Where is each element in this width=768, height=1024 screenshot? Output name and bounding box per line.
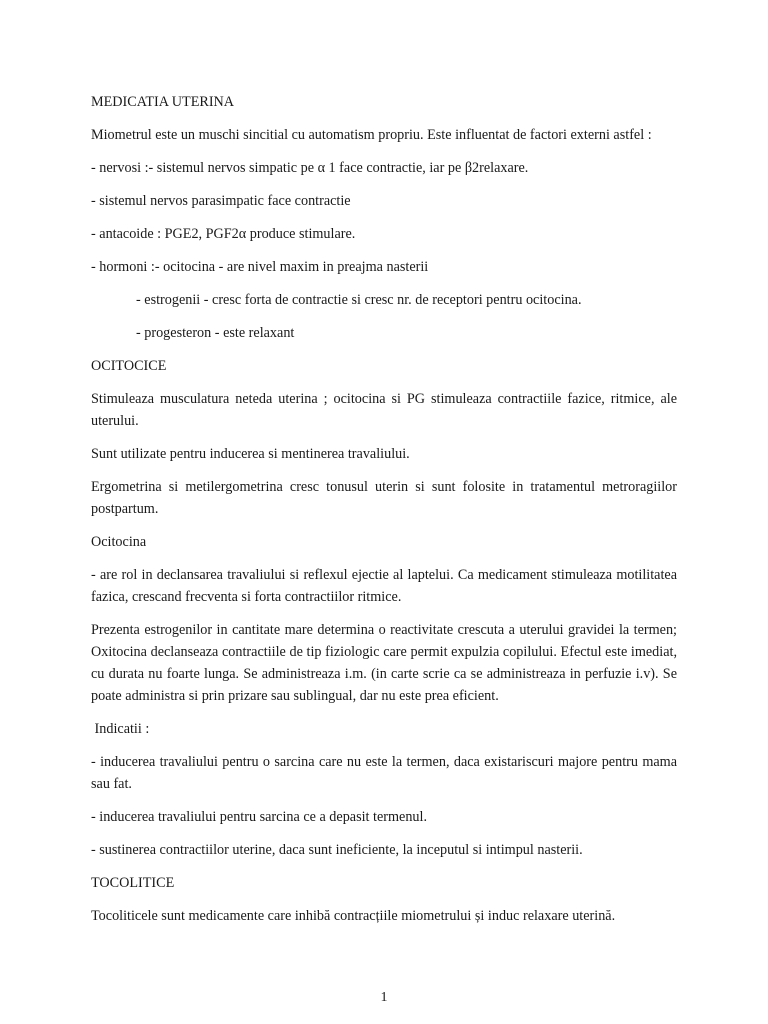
factor-estrogenii: - estrogenii - cresc forta de contractie si cresc nr. de receptori pentru ocitocina.: [136, 292, 582, 308]
document-title: MEDICATIA UTERINA: [91, 94, 235, 110]
indicatie-item-2: - inducerea travaliului pentru sarcina ce a depasit termenul.: [91, 809, 428, 825]
document-body: [91, 91, 677, 938]
indicatie-item-1: - inducerea travaliului pentru o sarcina care nu este la termen, daca existariscuri majore pentru mama sau fat.: [91, 754, 677, 792]
factor-antacoide: - antacoide : PGE2, PGF2α produce stimulare.: [91, 226, 356, 242]
ocitocice-paragraph-1: Stimuleaza musculatura neteda uterina ; ocitocina si PG stimuleaza contractiile fazice, ritmice, ale uterului.: [91, 391, 677, 429]
indicatii-heading: Indicatii :: [91, 721, 150, 737]
ocitocice-paragraph-3: Ergometrina si metilergometrina cresc tonusul uterin si sunt folosite in tratamentul metroragiilor postpartum.: [91, 479, 677, 517]
factor-nervosi: - nervosi :- sistemul nervos simpatic pe α 1 face contractie, iar pe β2relaxare.: [91, 160, 529, 176]
ocitocina-paragraph-2: Prezenta estrogenilor in cantitate mare determina o reactivitate crescuta a uterului gravidei la termen; Oxitocina declanseaza contractiile de tip fiziologic care permit expulzia copilului. Efectul este imediat, cu durata nu foarte lunga. Se administreaza i.m. (in carte scrie ca se administreaza in perfuzie i.v). Se poate administra si prin prizare sau sublingual, dar nu este prea eficient.: [91, 622, 677, 704]
factor-progesteron: - progesteron - este relaxant: [136, 325, 295, 341]
intro-paragraph: Miometrul este un muschi sincitial cu automatism propriu. Este influentat de factori externi astfel :: [91, 127, 652, 143]
factor-hormoni: - hormoni :- ocitocina - are nivel maxim in preajma nasterii: [91, 259, 429, 275]
indicatie-item-3: - sustinerea contractiilor uterine, daca sunt ineficiente, la inceputul si intimpul nasterii.: [91, 842, 583, 858]
page-number: 1: [380, 990, 388, 1005]
ocitocice-paragraph-2: Sunt utilizate pentru inducerea si mentinerea travaliului.: [91, 446, 410, 462]
ocitocina-paragraph-1: - are rol in declansarea travaliului si reflexul ejectie al laptelui. Ca medicament stimuleaza motilitatea fazica, crescand frecventa si forta contractiilor ritmice.: [91, 567, 677, 605]
section-heading-ocitocice: OCITOCICE: [91, 358, 167, 374]
factor-parasimpatic: - sistemul nervos parasimpatic face contractie: [91, 193, 351, 209]
tocolitice-paragraph-1: Tocoliticele sunt medicamente care inhibă contracțiile miometrului și induc relaxare uterină.: [91, 908, 616, 924]
section-heading-tocolitice: TOCOLITICE: [91, 875, 175, 891]
subsection-heading-ocitocina: Ocitocina: [91, 534, 147, 550]
